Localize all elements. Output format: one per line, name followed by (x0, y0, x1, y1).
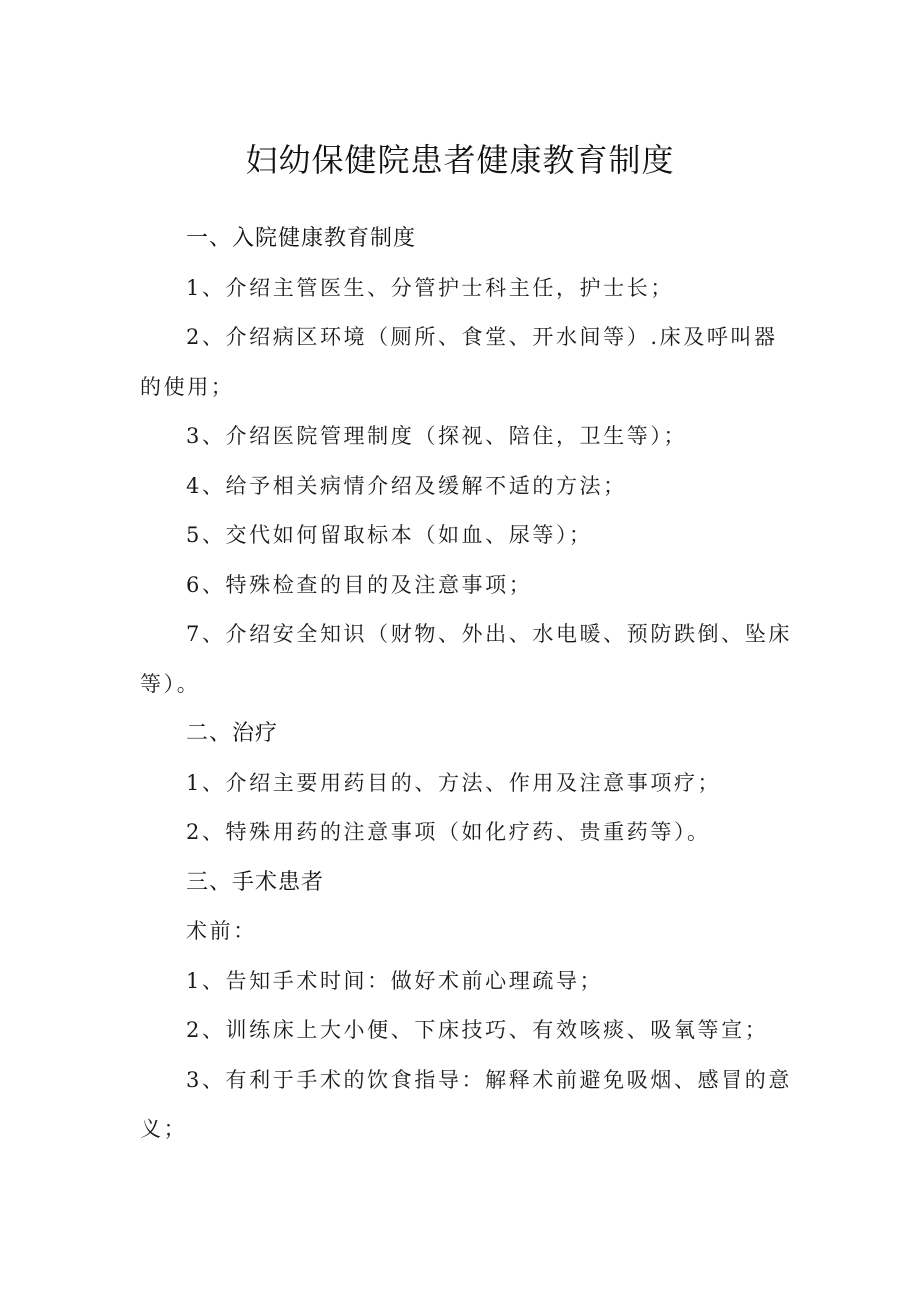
paragraph-line-continuation: 义； (140, 1117, 188, 1141)
section-heading-treatment: 二、治疗 (186, 721, 279, 746)
document-title: 妇幼保健院患者健康教育制度 (245, 141, 675, 179)
paragraph-line: 7、介绍安全知识（财物、外出、水电暖、预防跌倒、坠床 (186, 622, 792, 646)
paragraph-line: 4、给予相关病情介绍及缓解不适的方法； (186, 473, 627, 498)
paragraph-line: 2、介绍病区环境（厕所、食堂、开水间等）.床及呼叫器 (186, 325, 778, 349)
section-heading-admission: 一、入院健康教育制度 (186, 226, 417, 251)
paragraph-line-continuation: 等）。 (140, 671, 201, 696)
paragraph-line: 1、介绍主要用药目的、方法、作用及注意事项疗； (186, 770, 722, 795)
paragraph-line: 5、交代如何留取标本（如血、尿等）； (186, 523, 593, 547)
paragraph-line: 2、特殊用药的注意事项（如化疗药、贵重药等）。 (186, 820, 711, 844)
paragraph-line-continuation: 的使用； (140, 374, 235, 399)
section-heading-surgery: 三、手术患者 (186, 869, 325, 895)
paragraph-line: 2、训练床上大小便、下床技巧、有效咳痰、吸氧等宣； (186, 1018, 769, 1042)
paragraph-line: 1、介绍主管医生、分管护士科主任，护士长； (186, 275, 674, 300)
paragraph-line: 3、介绍医院管理制度（探视、陪住，卫生等）； (186, 424, 688, 448)
paragraph-line: 3、有利于手术的饮食指导：解释术前避免吸烟、感冒的意 (186, 1067, 792, 1092)
paragraph-line: 6、特殊检查的目的及注意事项； (186, 572, 533, 597)
document-body (140, 214, 792, 1155)
paragraph-line: 1、告知手术时间：做好术前心理疏导； (186, 968, 604, 993)
subsection-label-preoperative: 术前： (186, 919, 257, 943)
